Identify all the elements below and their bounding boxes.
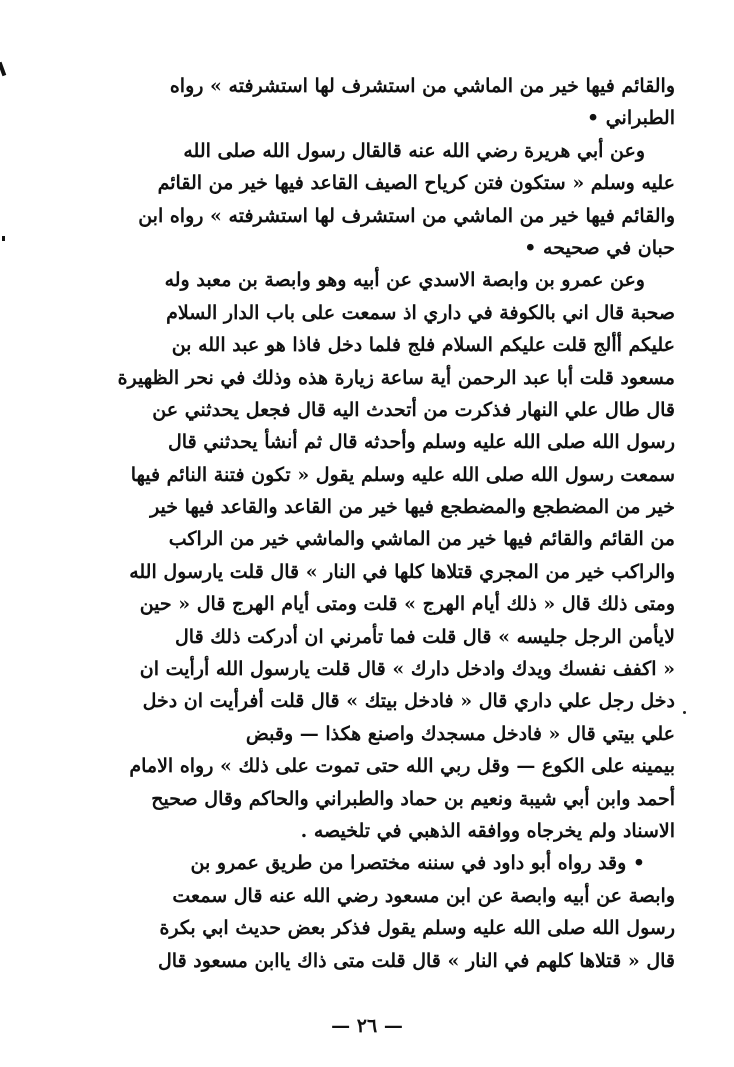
text-line: سمعت رسول الله صلى الله عليه وسلم يقول « تكون فتنة النائم فيها xyxy=(130,463,675,486)
text-line: وعن عمرو بن وابصة الاسدي عن أبيه وهو وابصة بن معبد وله xyxy=(164,269,645,292)
text-line: عليه وسلم « ستكون فتن كرياح الصيف القاعد فيها خير من القائم xyxy=(157,172,675,195)
text-line: وابصة عن أبيه وابصة عن ابن مسعود رضي الله عنه قال سمعت xyxy=(172,884,675,907)
text-line: « اكفف نفسك ويدك وادخل دارك » قال قلت يارسول الله أرأيت ان xyxy=(139,658,675,681)
text-line: مسعود قلت أبا عبد الرحمن أية ساعة زيارة هذه وذلك في نحر الظهيرة xyxy=(117,366,675,389)
text-line: الاسناد ولم يخرجاه ووافقه الذهبي في تلخيصه . xyxy=(300,819,675,842)
text-line: دخل رجل علي داري قال « فادخل بيتك » قال قلت أفرأيت ان دخل xyxy=(142,690,675,713)
text-line: رسول الله صلى الله عليه وسلم وأحدثه قال ثم أنشأ يحدثني قال xyxy=(167,431,675,454)
text-line: قال طال علي النهار فذكرت من أتحدث اليه قال فجعل يحدثني عن xyxy=(152,398,675,421)
text-line: والراكب خير من المجري قتلاها كلها في النار » قال قلت يارسول الله xyxy=(129,560,675,583)
body-text xyxy=(50,70,675,977)
text-line: أحمد وابن أبي شيبة ونعيم بن حماد والطبراني والحاكم وقال صحيح xyxy=(151,787,675,810)
text-line: لايأمن الرجل جليسه » قال قلت فما تأمرني ان أدركت ذلك قال xyxy=(175,625,675,648)
text-line: والقائم فيها خير من الماشي من استشرف لها استشرفته » رواه xyxy=(169,75,675,97)
text-line: وعن أبي هريرة رضي الله عنه قالقال رسول الله صلى الله xyxy=(183,139,645,162)
scan-speck xyxy=(683,711,686,714)
text-line: الطبراني • xyxy=(586,107,675,130)
text-line: قال « قتلاها كلهم في النار » قال قلت متى ذاك ياابن مسعود قال xyxy=(157,949,675,972)
text-line: ومتى ذلك قال « ذلك أيام الهرج » قلت ومتى أيام الهرج قال « حين xyxy=(139,593,675,616)
text-line: بيمينه على الكوع — وقل ربي الله حتى تموت على ذلك » رواه الامام xyxy=(129,755,675,778)
text-line: والقائم فيها خير من الماشي من استشرف لها استشرفته » رواه ابن xyxy=(138,204,675,227)
text-line: من القائم والقائم فيها خير من الماشي والماشي خير من الراكب xyxy=(168,528,675,551)
text-line: خير من المضطجع والمضطجع فيها خير من القاعد والقاعد فيها خير xyxy=(150,496,675,519)
text-line: رسول الله صلى الله عليه وسلم يقول فذكر بعض حديث ابي بكرة xyxy=(159,917,675,940)
text-line: عليكم أألج قلت عليكم السلام فلج فلما دخل فاذا هو عبد الله بن xyxy=(171,334,675,357)
scan-edge-mark xyxy=(2,236,5,241)
text-line: صحبة قال اني بالكوفة في داري اذ سمعت على باب الدار السلام xyxy=(166,301,675,324)
scan-edge-mark xyxy=(0,62,6,77)
text-line: • وقد رواه أبو داود في سننه مختصرا من طريق عمرو بن xyxy=(190,852,645,875)
text-line: علي بيتي قال « فادخل مسجدك واصنع هكذا — وقبض xyxy=(245,722,675,745)
page-number: — ٢٦ — xyxy=(331,1015,403,1037)
text-line: حبان في صحيحه • xyxy=(524,236,675,259)
